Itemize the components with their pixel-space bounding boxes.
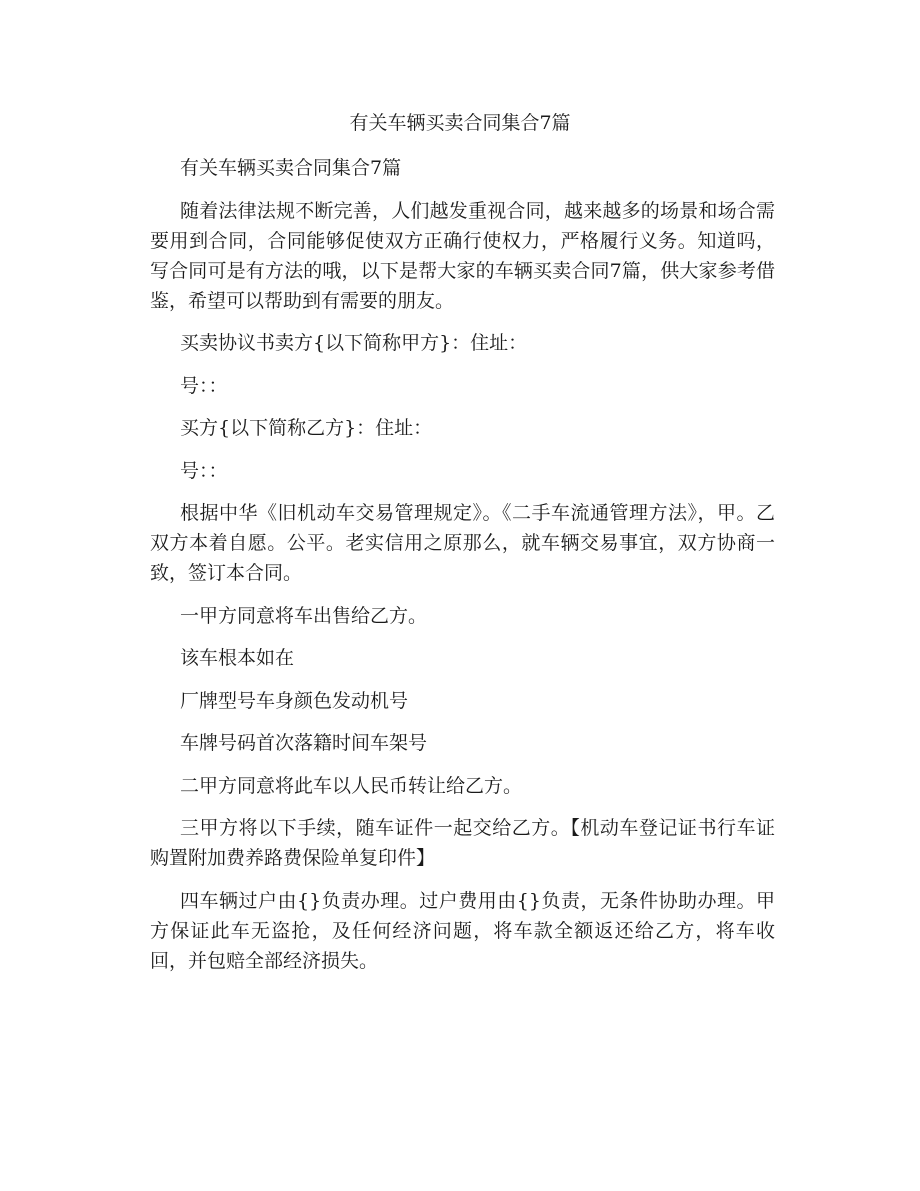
document-title: 有关车辆买卖合同集合7篇 xyxy=(349,112,571,134)
paragraph: 有关车辆买卖合同集合7篇 xyxy=(180,157,402,179)
paragraph: 四车辆过户由{}负责办理。过户费用由{}负责，无条件协助办理。甲方保证此车无盗抢，及任何经济问题，将车款全额返还给乙方，将车收回，并包赔全部经济损失。 xyxy=(150,889,775,972)
paragraph: 车牌号码首次落籍时间车架号 xyxy=(180,732,428,754)
paragraph: 二甲方同意将此车以人民币转让给乙方。 xyxy=(180,774,523,797)
paragraph: 该车根本如在 xyxy=(180,647,295,669)
paragraph: 买卖协议书卖方{以下简称甲方}：住址： xyxy=(180,332,528,354)
document-body xyxy=(150,153,775,988)
paragraph: 厂牌型号车身颜色发动机号 xyxy=(180,689,409,712)
paragraph: 随着法律法规不断完善，人们越发重视合同，越来越多的场景和场合需要用到合同，合同能够促使双方正确行使权力，严格履行义务。知道吗，写合同可是有方法的哦，以下是帮大家的车辆买卖合同7篇，供大家参考借鉴，希望可以帮助到有需要的朋友。 xyxy=(150,199,775,312)
paragraph: 买方{以下简称乙方}：住址： xyxy=(180,417,433,439)
paragraph: 号：： xyxy=(180,374,228,397)
paragraph: 根据中华《旧机动车交易管理规定》。《二手车流通管理方法》，甲。乙双方本着自愿。公平。老实信用之原那么，就车辆交易事宜，双方协商一致，签订本合同。 xyxy=(150,502,775,584)
paragraph: 号：： xyxy=(180,459,228,482)
paragraph: 三甲方将以下手续，随车证件一起交给乙方。【机动车登记证书行车证购置附加费养路费保险单复印件】 xyxy=(150,817,775,869)
paragraph: 一甲方同意将车出售给乙方。 xyxy=(180,604,428,627)
